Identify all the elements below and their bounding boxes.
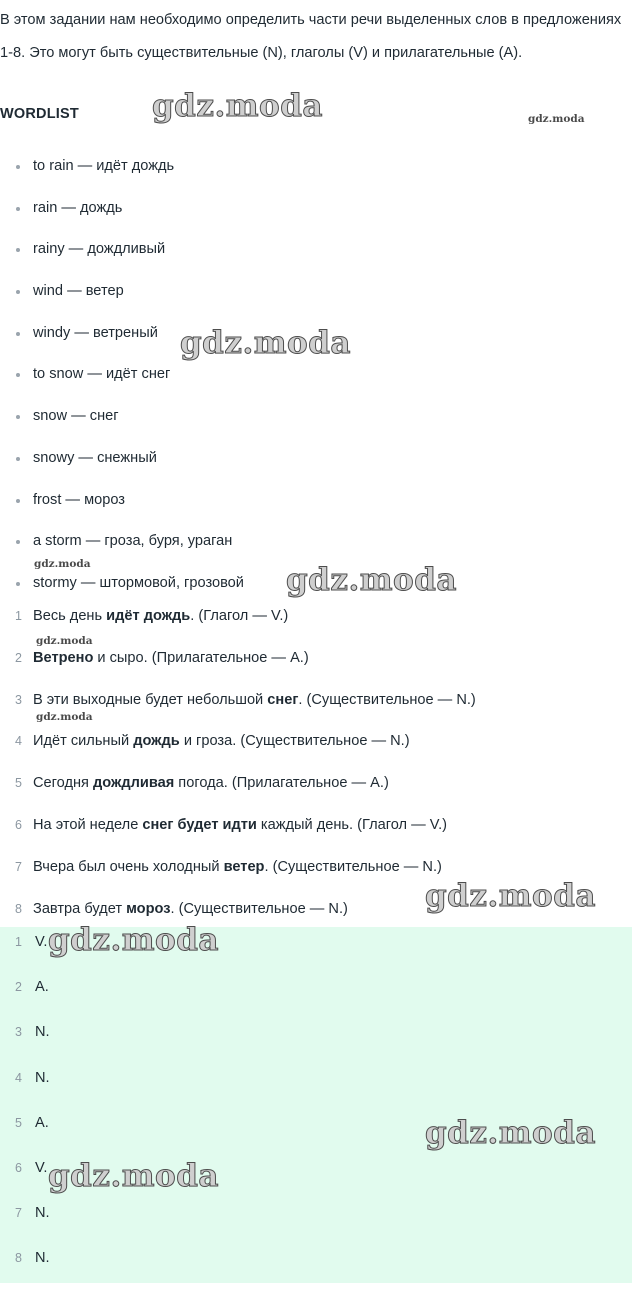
item-number: 3 bbox=[15, 692, 22, 707]
highlighted-word: мороз bbox=[126, 900, 171, 917]
item-number: 7 bbox=[15, 1206, 22, 1221]
answer-item: 5 A. bbox=[0, 1101, 50, 1146]
watermark-logo: gdz.moda bbox=[425, 1115, 596, 1151]
answer-item: 4 N. bbox=[0, 1056, 50, 1101]
item-number: 1 bbox=[15, 935, 22, 949]
item-number: 3 bbox=[15, 1025, 22, 1040]
watermark-logo: gdz.moda bbox=[180, 325, 351, 361]
wordlist-item: frost — мороз bbox=[0, 480, 244, 522]
bullet-icon bbox=[16, 582, 20, 586]
item-number: 8 bbox=[15, 901, 22, 916]
watermark-logo: gdz.moda bbox=[528, 113, 585, 125]
answers-panel bbox=[0, 927, 632, 1283]
highlighted-word: ветер bbox=[223, 858, 265, 875]
bullet-icon bbox=[16, 290, 20, 294]
sentence-item: 8 Завтра будет мороз. (Существительное — N.) bbox=[0, 889, 476, 931]
wordlist-item: to snow — идёт снег bbox=[0, 354, 244, 396]
item-number: 4 bbox=[15, 734, 22, 749]
wordlist-heading: WORDLIST bbox=[0, 106, 79, 122]
sentence-item: 3 В эти выходные будет небольшой снег. (Существительное — N.) bbox=[0, 680, 476, 722]
sentence-item: 4 Идёт сильный дождь и гроза. (Существительное — N.) bbox=[0, 721, 476, 763]
bullet-icon bbox=[16, 415, 20, 419]
watermark-logo: gdz.moda bbox=[36, 635, 93, 647]
item-number: 4 bbox=[15, 1070, 22, 1085]
watermark-logo: gdz.moda bbox=[36, 711, 93, 723]
item-number: 1 bbox=[15, 609, 22, 623]
sentence-item: 1 Весь день идёт дождь. (Глагол — V.) bbox=[0, 596, 476, 638]
answer-list bbox=[0, 920, 50, 1282]
sentence-item: 2 Ветрено и сыро. (Прилагательное — A.) bbox=[0, 638, 476, 680]
item-number: 2 bbox=[15, 650, 22, 665]
bullet-icon bbox=[16, 457, 20, 461]
wordlist-item: snowy — снежный bbox=[0, 438, 244, 480]
sentence-list bbox=[0, 596, 476, 930]
bullet-icon bbox=[16, 248, 20, 252]
bullet-icon bbox=[16, 207, 20, 211]
wordlist-item: snow — снег bbox=[0, 396, 244, 438]
highlighted-word: Ветрено bbox=[33, 649, 94, 666]
answer-item: 2 A. bbox=[0, 965, 50, 1010]
wordlist-item: windy — ветреный bbox=[0, 313, 244, 355]
bullet-icon bbox=[16, 373, 20, 377]
item-number: 8 bbox=[15, 1251, 22, 1266]
highlighted-word: снег bbox=[267, 691, 299, 708]
answer-item: 3 N. bbox=[0, 1010, 50, 1055]
item-number: 2 bbox=[15, 980, 22, 995]
highlighted-word: идёт дождь bbox=[106, 608, 191, 624]
watermark-logo: gdz.moda bbox=[48, 1158, 219, 1194]
bullet-icon bbox=[16, 499, 20, 503]
sentence-item: 5 Сегодня дождливая погода. (Прилагательное — A.) bbox=[0, 763, 476, 805]
bullet-icon bbox=[16, 540, 20, 544]
item-number: 6 bbox=[15, 1160, 22, 1175]
wordlist-item: wind — ветер bbox=[0, 271, 244, 313]
wordlist-item: rainy — дождливый bbox=[0, 229, 244, 271]
watermark-logo: gdz.moda bbox=[425, 878, 596, 914]
watermark-logo: gdz.moda bbox=[48, 922, 219, 958]
item-number: 5 bbox=[15, 776, 22, 791]
wordlist-item: rain — дождь bbox=[0, 188, 244, 230]
answer-item: 1 V. bbox=[0, 920, 50, 965]
highlighted-word: дождливая bbox=[93, 775, 175, 792]
item-number: 6 bbox=[15, 817, 22, 832]
item-number: 7 bbox=[15, 859, 22, 874]
bullet-icon bbox=[16, 332, 20, 336]
intro-text: В этом задании нам необходимо определить части речи выделенных слов в предложениях 1-8. Это могут быть существительные (N), глаголы (V) и прилагательные (A). bbox=[0, 12, 622, 61]
watermark-logo: gdz.moda bbox=[152, 88, 323, 124]
answer-item: 6 V. bbox=[0, 1146, 50, 1191]
wordlist-item: a storm — гроза, буря, ураган bbox=[0, 521, 244, 563]
watermark-logo: gdz.moda bbox=[286, 562, 457, 598]
bullet-icon bbox=[16, 165, 20, 169]
wordlist bbox=[0, 146, 244, 605]
answer-item: 7 N. bbox=[0, 1191, 50, 1236]
wordlist-item: to rain — идёт дождь bbox=[0, 146, 244, 188]
highlighted-word: снег будет идти bbox=[142, 816, 257, 833]
highlighted-word: дождь bbox=[133, 733, 180, 750]
sentence-item: 7 Вчера был очень холодный ветер. (Существительное — N.) bbox=[0, 847, 476, 889]
answer-item: 8 N. bbox=[0, 1236, 50, 1281]
item-number: 5 bbox=[15, 1115, 22, 1130]
wordlist-item: stormy — штормовой, грозовой bbox=[0, 563, 244, 605]
sentence-item: 6 На этой неделе снег будет идти каждый день. (Глагол — V.) bbox=[0, 805, 476, 847]
watermark-logo: gdz.moda bbox=[34, 558, 91, 570]
